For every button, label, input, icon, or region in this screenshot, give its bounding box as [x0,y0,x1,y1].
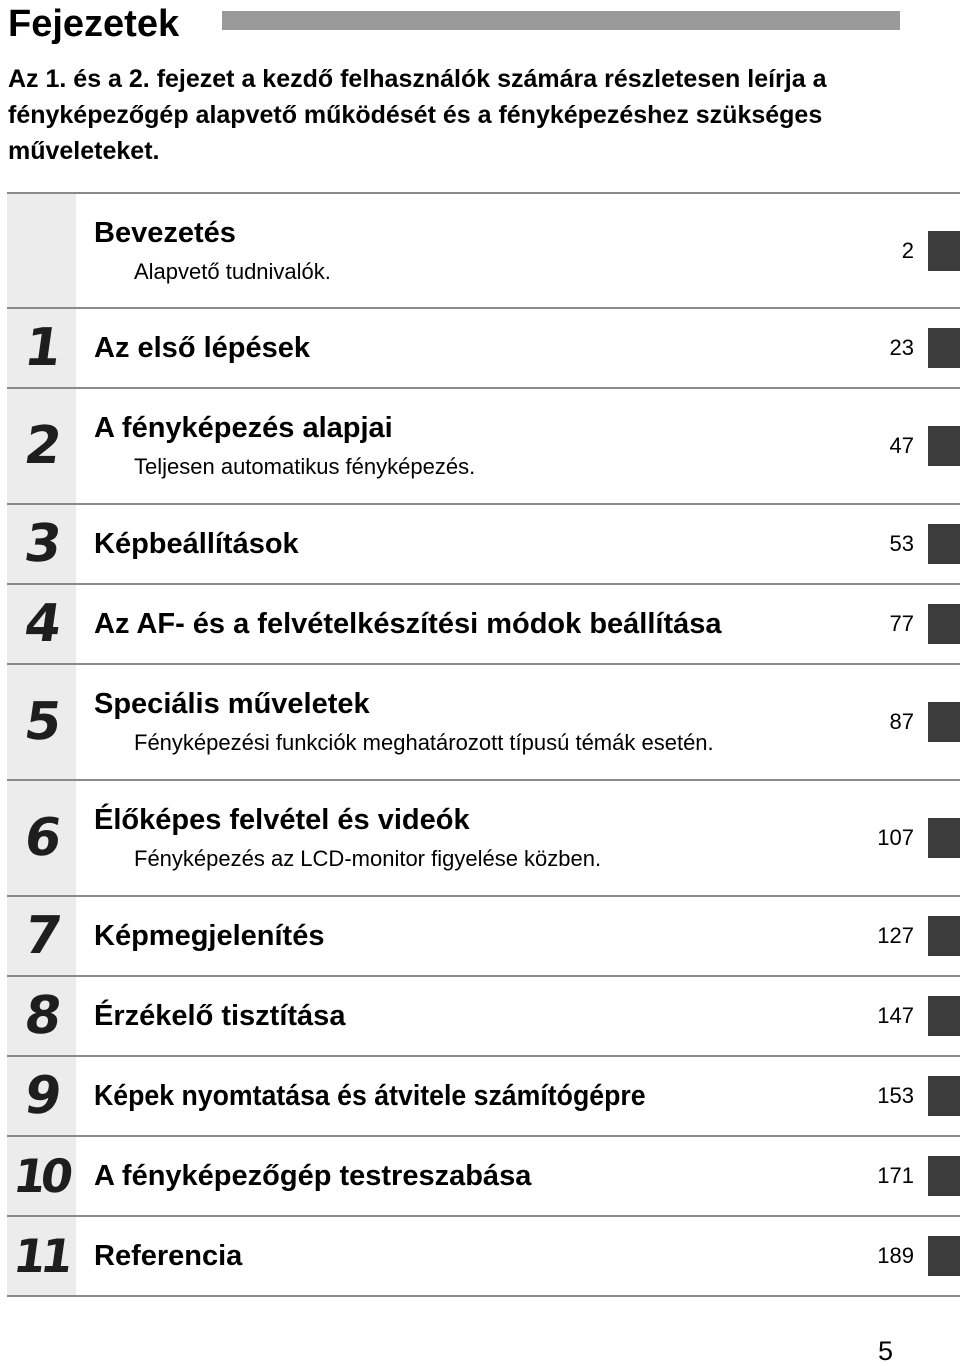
chapter-number-cell [7,1137,76,1215]
chapter-number: 5 [20,692,63,752]
chapter-subtitle: Alapvető tudnivalók. [134,258,331,284]
chapter-title: Az első lépések [94,332,310,364]
toc-row-chapter-3[interactable] [7,505,960,585]
chapter-number: 2 [20,416,63,476]
chapter-number-cell [7,1217,76,1295]
chapter-tab-marker [928,328,960,368]
chapter-tab-marker [928,231,960,271]
chapter-title: A fényképezőgép testreszabása [94,1160,532,1192]
chapter-title: Érzékelő tisztítása [94,1000,346,1032]
chapter-number: 1 [20,318,63,378]
chapter-number-cell [7,977,76,1055]
toc-row-chapter-6[interactable] [7,781,960,897]
toc-row-content [76,1217,854,1295]
chapter-subtitle: Teljesen automatikus fényképezés. [134,454,476,479]
toc-row-content [76,897,854,975]
chapter-title: Képek nyomtatása és átvitele számítógépre [94,1080,646,1112]
intro-paragraph: Az 1. és a 2. fejezet a kezdő felhasználók számára részletesen leírja a fényképezőgép alapvető működését és a fényképezéshez szükséges műveleteket. [8,65,827,165]
toc-row-chapter-10[interactable] [7,1137,960,1217]
footer-page-number: 5 [878,1336,894,1366]
toc-row-chapter-11[interactable] [7,1217,960,1297]
chapter-number-cell [7,194,76,307]
chapter-page-number: 77 [889,611,914,636]
chapter-title: A fényképezés alapjai [94,412,393,444]
chapter-page-number: 189 [877,1243,914,1268]
toc-row-content [76,585,854,663]
toc-row-content [76,1057,854,1135]
toc-row-chapter-5[interactable] [7,665,960,781]
toc-row-chapter-7[interactable] [7,897,960,977]
chapter-subtitle: Fényképezési funkciók meghatározott típusú témák esetén. [134,730,714,755]
chapter-page-number: 147 [877,1003,914,1028]
chapter-number-cell [7,505,76,583]
chapter-number-cell [7,897,76,975]
toc-row-content [76,194,854,307]
chapter-subtitle: Fényképezés az LCD-monitor figyelése közben. [134,846,602,871]
chapter-number: 10 [10,1149,73,1203]
chapter-number: 7 [20,906,63,966]
chapter-number: 11 [10,1229,73,1283]
chapter-page-number: 2 [901,237,914,263]
chapter-number-cell [7,665,76,779]
toc-row-content [76,309,854,387]
chapter-title: Élőképes felvétel és videók [94,804,470,836]
chapter-tab-marker [928,916,960,956]
toc-row-content [76,505,854,583]
chapter-number-cell [7,1057,76,1135]
toc-row-content [76,977,854,1055]
chapter-tab-marker [928,524,960,564]
title-rule [222,11,900,30]
chapter-tab-marker [928,702,960,742]
chapter-tab-marker [928,604,960,644]
toc-row-chapter-2[interactable] [7,389,960,505]
chapter-title: Speciális műveletek [94,688,370,720]
chapter-tab-marker [928,426,960,466]
toc-row-introduction[interactable] [7,194,960,309]
chapter-page-number: 107 [877,825,914,850]
chapter-tab-marker [928,818,960,858]
chapter-page-number: 87 [889,709,914,734]
toc-row-chapter-1[interactable] [7,309,960,389]
chapter-title: Képbeállítások [94,528,299,560]
chapter-page-number: 171 [877,1163,914,1188]
toc-row-content [76,665,854,779]
chapter-title: Az AF- és a felvételkészítési módok beállítása [94,608,722,640]
chapter-number: 3 [20,514,63,574]
chapter-number-cell [7,585,76,663]
chapter-number: 9 [20,1066,63,1126]
chapter-page-number: 47 [889,433,914,458]
toc-row-content [76,389,854,503]
chapter-number-cell [7,309,76,387]
chapter-number: 8 [20,986,63,1046]
chapter-number-cell [7,781,76,895]
chapter-tab-marker [928,1236,960,1276]
chapter-title: Bevezetés [94,216,236,249]
chapter-tab-marker [928,996,960,1036]
chapter-tab-marker [928,1076,960,1116]
chapter-number: 6 [20,808,63,868]
chapter-page-number: 53 [889,531,914,556]
table-of-contents [7,192,960,1297]
chapter-number-cell [7,389,76,503]
toc-row-chapter-8[interactable] [7,977,960,1057]
chapter-number: 4 [20,594,63,654]
chapter-page-number: 153 [877,1083,914,1108]
toc-row-chapter-4[interactable] [7,585,960,665]
toc-row-content [76,1137,854,1215]
chapter-title: Képmegjelenítés [94,920,325,952]
toc-row-chapter-9[interactable] [7,1057,960,1137]
page-title: Fejezetek [8,3,180,45]
toc-row-content [76,781,854,895]
chapter-tab-marker [928,1156,960,1196]
chapter-page-number: 127 [877,923,914,948]
chapter-page-number: 23 [889,335,914,360]
chapter-title: Referencia [94,1240,243,1272]
